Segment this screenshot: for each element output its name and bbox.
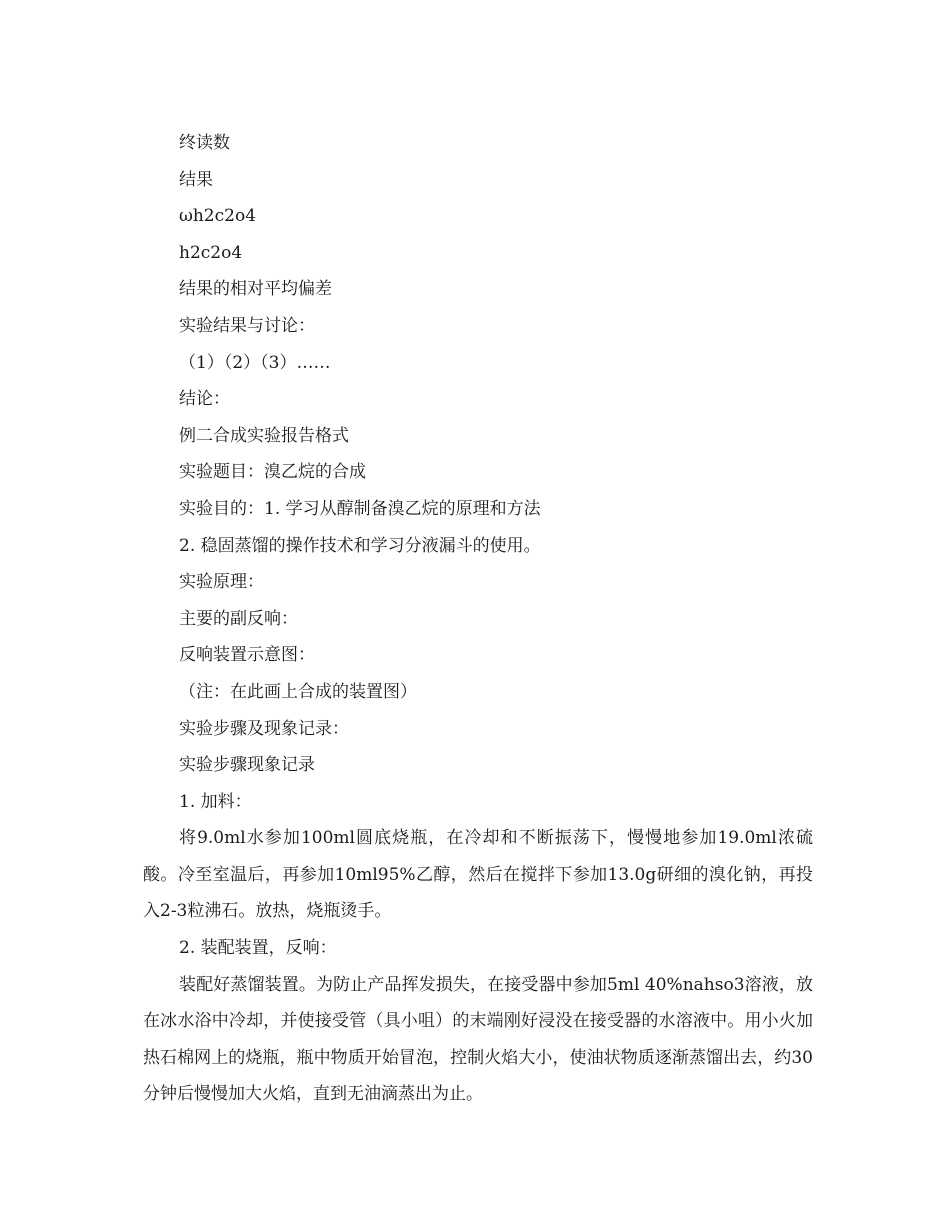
text-line-purpose-two: 2. 稳固蒸馏的操作技术和学习分液漏斗的使用。 — [179, 535, 541, 556]
text-line-final-reading: 终读数 — [179, 133, 230, 153]
text-line-experiment-purpose: 实验目的：1. 学习从醇制备溴乙烷的原理和方法 — [179, 498, 541, 519]
text-line-step-two: 2. 装配装置，反响： — [179, 938, 337, 959]
text-line-h2c2o4: h2c2o4 — [179, 242, 243, 263]
text-line-experiment-title: 实验题目：溴乙烷的合成 — [179, 462, 366, 483]
text-line-steps-header: 实验步骤现象记录 — [179, 755, 315, 776]
text-line-apparatus-diagram: 反响装置示意图： — [179, 645, 315, 666]
text-line-steps-records: 实验步骤及现象记录： — [179, 718, 349, 739]
text-line-principle: 实验原理： — [179, 572, 264, 593]
text-line-numbered-items: （1）（2）（3）…… — [179, 352, 331, 373]
document-body — [143, 125, 813, 1113]
text-line-side-reactions: 主要的副反响： — [179, 608, 298, 629]
text-line-conclusion: 结论： — [179, 389, 230, 410]
text-line-result: 结果 — [179, 169, 213, 190]
text-line-results-discussion: 实验结果与讨论： — [179, 315, 315, 336]
text-line-apparatus-note: （注：在此画上合成的装置图） — [179, 681, 417, 702]
text-line-omega-h2c2o4: ωh2c2o4 — [179, 206, 257, 227]
paragraph-charging: 将9.0ml水参加100ml圆底烧瓶，在冷却和不断振荡下，慢慢地参加19.0ml浓硫酸。冷至室温后，再参加10ml95%乙醇，然后在搅拌下参加13.0g研细的溴化钠，再投入2-3粒沸石。放热，烧瓶烫手。 — [143, 828, 813, 922]
text-line-example-two: 例二合成实验报告格式 — [179, 425, 349, 446]
text-line-relative-deviation: 结果的相对平均偏差 — [179, 279, 332, 300]
text-line-step-one: 1. 加料： — [179, 791, 252, 812]
paragraph-apparatus-reaction: 装配好蒸馏装置。为防止产品挥发损失，在接受器中参加5ml 40%nahso3溶液，放在冰水浴中冷却，并使接受管（具小咀）的末端刚好浸没在接受器的水溶液中。用小火加热石棉网上的烧瓶，瓶中物质开始冒泡，控制火焰大小，使油状物质逐渐蒸馏出去，约30分钟后慢慢加大火焰，直到无油滴蒸出为止。 — [143, 974, 813, 1105]
